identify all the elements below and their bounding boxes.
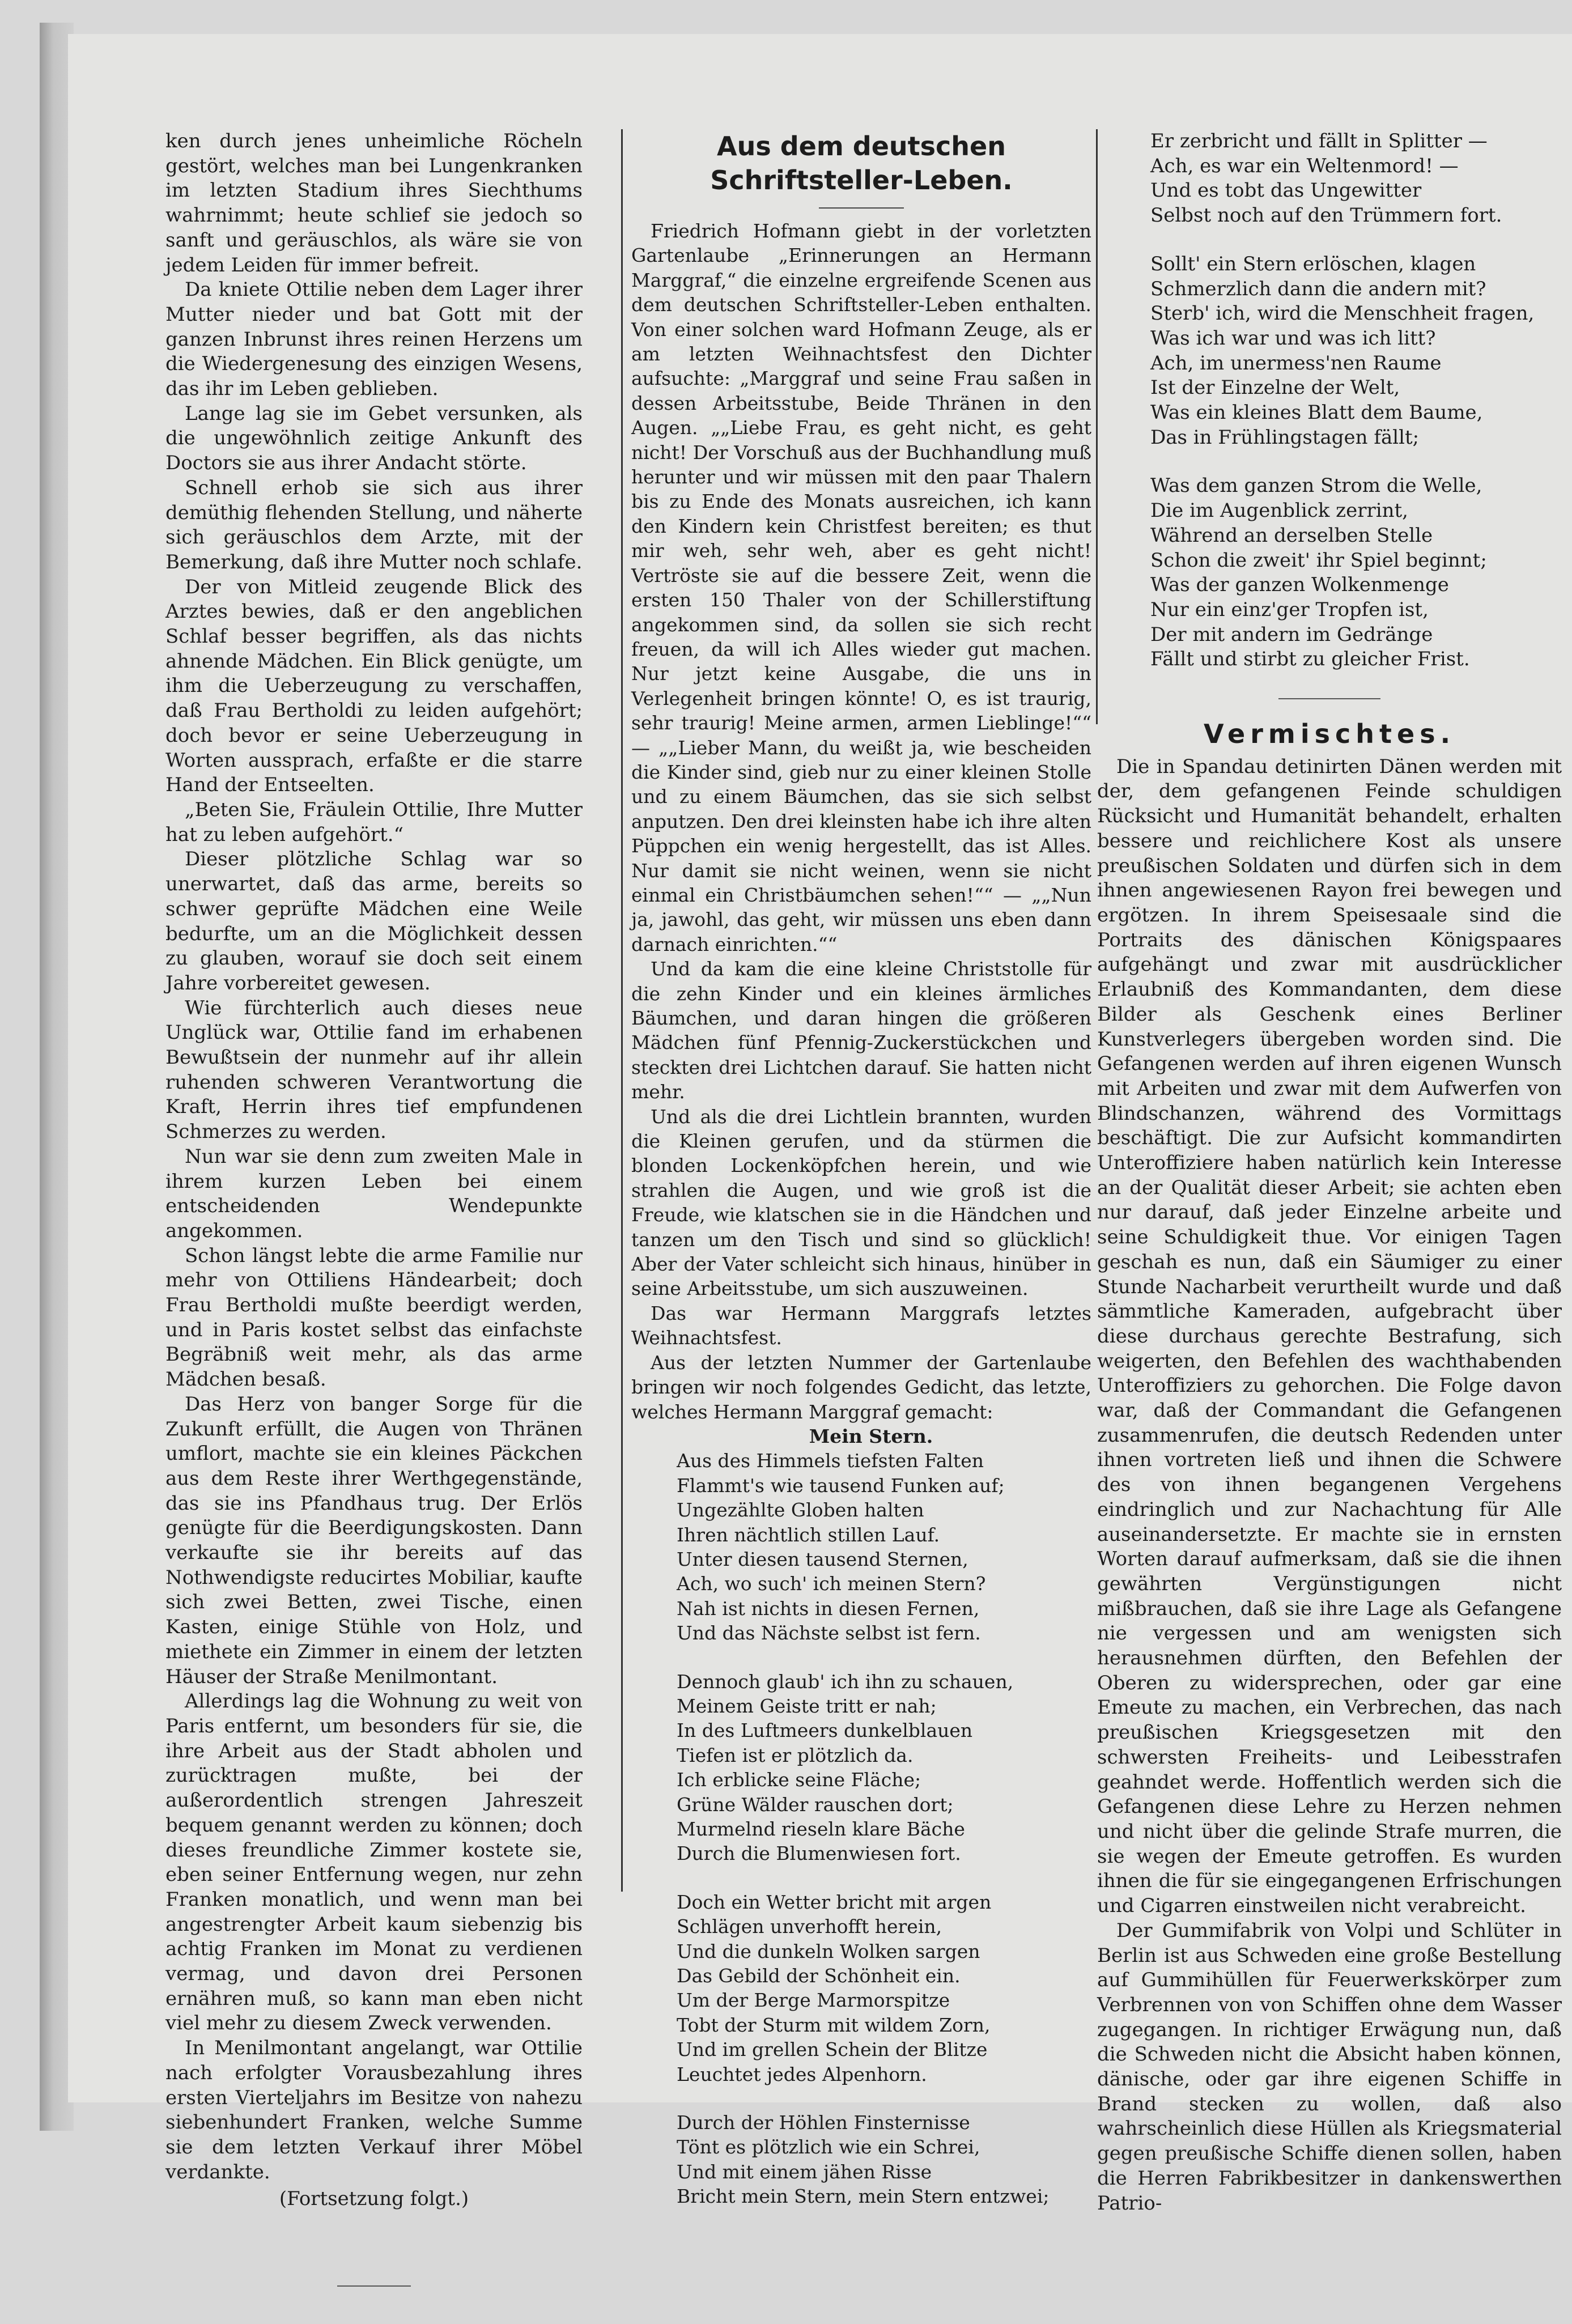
paragraph: Und als die drei Lichtlein brannten, wurden die Kleinen gerufen, und da stürmen die blonden Lockenköpfchen herein, und wie strahlen die Augen, und wie groß ist die Freude, wie klatschen sie in die Händchen und tanzen um den Tisch und sind so glücklich! Aber der Vater schleicht sich hinaus, hinüber in seine Arbeitsstube, um sich auszuweinen. [631,1105,1091,1300]
poem-line: Die im Augenblick zerrint, [1150,499,1408,522]
poem-line: Ach, es war ein Weltenmord! — [1150,154,1459,177]
poem-line: Leuchtet jedes Alpenhorn. [677,2063,927,2085]
poem-line: Ungezählte Globen halten [677,1499,924,1522]
right-column [1097,129,1562,2216]
poem-continued [1150,129,1562,672]
poem-line: Unter diesen tausend Sternen, [677,1548,968,1570]
poem-stanza [677,1890,1091,2087]
poem-line: Durch der Höhlen Finsternisse [677,2111,970,2134]
middle-column [631,131,1091,2233]
poem-line: Schon die zweit' ihr Spiel beginnt; [1150,549,1487,572]
paragraph: Nun war sie denn zum zweiten Male in ihrem kurzen Leben bei einem entscheidenden Wendepunkte angekommen. [165,1145,583,1242]
paragraph: Schon längst lebte die arme Familie nur mehr von Ottiliens Händearbeit; doch Frau Bertholdi mußte beerdigt werden, und in Paris kostet selbst das einfachste Begräbniß weit mehr, als das arme Mädchen besaß. [165,1244,583,1391]
poem-line: Und im grellen Schein der Blitze [677,2038,988,2061]
poem-line: Das in Frühlingstagen fällt; [1150,426,1420,449]
poem-title: Mein Stern. [809,1425,933,1447]
poem-stanza [677,2110,1091,2209]
poem-line: Bricht mein Stern, mein Stern entzwei; [677,2185,1050,2208]
left-column [165,129,583,2287]
paragraph: Und da kam die eine kleine Christstolle für die zehn Kinder und ein kleines ärmliches Bäumchen, und daran hingen die größeren Mädchen fünf Pfennig-Zuckerstückchen und steckten drei Lichtchen darauf. Sie hatten nicht mehr. [631,958,1091,1103]
poem-line: Was ein kleines Blatt dem Baume, [1150,401,1483,424]
paragraph: Die in Spandau detinirten Dänen werden mit der, dem gefangenen Feinde schuldigen Rücksicht und Humanität behandelt, erhalten bessere und reichlichere Kost als unsere preußischen Soldaten und dürfen sich in dem ihnen angewiesenen Rayon frei bewegen und ergötzen. In ihrem Speisesaale sind die Portraits des dänischen Königspaares aufgehängt und zwar mit ausdrücklicher Erlaubniß des Kommandanten, dem diese Bilder als Geschenk eines Berliner Kunstverlegers übergeben worden sind. Die Gefangenen werden auf ihren eigenen Wunsch mit Arbeiten und zwar mit dem Aufwerfen von Blindschanzen, während des Vormittags beschäftigt. Die zur Aufsicht kommandirten Unteroffiziere haben natürlich kein Interesse an der Qualität dieser Arbeit; sie achten eben nur darauf, daß jeder Einzelne arbeite und seine Schuldigkeit thue. Vor einigen Tagen geschah es nun, daß ein Säumiger zu einer Stunde Nacharbeit verurtheilt wurde und daß sämmtliche Kameraden, aufgebracht über diese durchaus gerechte Bestrafung, sich weigerten, den Befehlen des wachthabenden Unteroffiziers zu gehorchen. Die Folge davon war, daß der Commandant die Gefangenen zusammenrufen, die deutsch Redenden unter ihnen vortreten ließ und ihnen die Schwere des von ihnen begangenen Vergehens eindringlich und zur Nachachtung für Alle auseinandersetzte. Er machte sie in ernsten Worten darauf aufmerksam, daß sie die ihnen gewährten Vergünstigungen nicht mißbrauchen, daß sie ihre Lage als Gefangene nie vergessen und am wenigsten sich herausnehmen dürften, den Befehlen der Oberen zu widersprechen, oder gar eine Emeute zu machen, ein Verbrechen, das nach preußischen Kriegsgesetzen mit den schwersten Freiheits- und Leibesstrafen geahndet werde. Hoffentlich werden sich die Gefangenen diese Lehre zu Herzen nehmen und nicht über die gelinde Strafe murren, die sie wegen der Emeute getroffen. Es wurden ihnen die für sie eingegangenen Erfrischungen und Cigarren einstweilen nicht verabreicht. [1097,755,1562,1918]
poem-line: Ach, im unermess'nen Raume [1150,351,1442,375]
poem-line: Er zerbricht und fällt in Splitter — [1150,130,1488,152]
poem-line: Grüne Wälder rauschen dort; [677,1793,954,1816]
continuation-note: (Fortsetzung folgt.) [279,2187,469,2211]
poem-line: Während an derselben Stelle [1150,524,1433,547]
heading-rule [819,207,904,209]
poem-line: Und das Nächste selbst ist fern. [677,1622,981,1645]
poem-line: Der mit andern im Gedränge [1150,623,1433,646]
poem-line: Meinem Geiste tritt er nah; [677,1694,937,1717]
poem-line: Und es tobt das Ungewitter [1150,179,1422,202]
poem-line: In des Luftmeers dunkelblauen [677,1719,973,1742]
poem-line: Fällt und stirbt zu gleicher Frist. [1150,648,1470,671]
poem-line: Schmerzlich dann die andern mit? [1150,277,1486,300]
poem-line: Und mit einem jähen Risse [677,2160,932,2183]
paragraph: Der Gummifabrik von Volpi und Schlüter in Berlin ist aus Schweden eine große Bestellung auf Gummihüllen für Feuerwerkskörper zum Verbrennen von von Schiffen ohne dem Wasser zugegangen. In richtiger Erwägung nun, daß die Schweden nicht die Absicht haben können, dänische, oder gar ihre eigenen Schiffe in Brand stecken zu wollen, daß also wahrscheinlich diese Hüllen als Kriegsmaterial gegen preußische Schiffe dienen sollen, haben die Herren Fabrikbesitzer in dankenswerthen Patrio- [1097,1919,1562,2215]
poem-line: Ich erblicke seine Fläche; [677,1769,921,1791]
poem-stanza [1150,129,1562,228]
poem-line: Aus des Himmels tiefsten Falten [677,1450,984,1472]
poem-line: Sollt' ein Stern erlöschen, klagen [1150,252,1476,275]
column-rule-left [621,129,623,1892]
poem-line: Um der Berge Marmorspitze [677,1989,950,2012]
paragraph: Da kniete Ottilie neben dem Lager ihrer Mutter nieder und bat Gott mit der ganzen Inbrunst ihres reinen Herzens um die Wiedergenesung des einzigen Wesens, das ihr im Leben geblieben. [165,278,583,401]
poem-line: Und die dunkeln Wolken sargen [677,1940,980,1962]
poem-line: Nah ist nichts in diesen Fernen, [677,1597,980,1620]
poem [677,1448,1091,2208]
poem-line: Das Gebild der Schönheit ein. [677,1965,961,1987]
paragraph: Aus der letzten Nummer der Gartenlaube bringen wir noch folgendes Gedicht, das letzte, welches Hermann Marggraf gemacht: [631,1351,1091,1423]
poem-stanza [1150,252,1562,451]
poem-line: Tobt der Sturm mit wildem Zorn, [677,2013,991,2036]
paragraph: Allerdings lag die Wohnung zu weit von Paris entfernt, um besonders für sie, die ihre Arbeit aus der Stadt abholen und zurücktragen mußte, bei der außerordentlich strengen Jahreszeit bequem genannt werden zu können; doch dieses freundliche Zimmer kostete sie, eben seiner Entfernung wegen, nur zehn Franken monatlich, und wenn man bei angestrengter Arbeit kaum siebenzig bis achtig Franken im Monat zu verdienen vermag, und davon drei Personen ernähren muß, so kann man eben nicht viel mehr zu diesem Zweck verwenden. [165,1690,583,2035]
poem-line: Was dem ganzen Strom die Welle, [1150,474,1482,498]
paragraph: Das war Hermann Marggrafs letztes Weihnachtsfest. [631,1302,1091,1349]
paragraph: „Beten Sie, Fräulein Ottilie, Ihre Mutter hat zu leben aufgehört.“ [165,798,583,846]
poem-line: Selbst noch auf den Trümmern fort. [1150,204,1502,227]
paragraph: Dieser plötzliche Schlag war so unerwartet, daß das arme, bereits so schwer geprüfte Mädchen eine Weile bedurfte, um an die Möglichkeit dessen zu glauben, worauf sie doch seit einem Jahre vorbereitet gewesen. [165,848,583,995]
poem-line: Murmelnd rieseln klare Bäche [677,1818,965,1840]
poem-line: Schlägen unverhofft herein, [677,1915,942,1938]
paragraph: Der von Mitleid zeugende Blick des Arztes bewies, daß er den angeblichen Schlaf besser begriffen, als das nichts ahnende Mädchen. Ein Blick genügte, um ihm die Ueberzeugung zu verschaffen, daß Frau Bertholdi zu leiden aufgehört; doch bevor er seine Ueberzeugung in Worten aussprach, erfaßte er die starre Hand der Entseelten. [165,575,583,797]
poem-line: Durch die Blumenwiesen fort. [677,1842,961,1865]
paragraph: In Menilmontant angelangt, war Ottilie nach erfolgter Vorausbezahlung ihres ersten Vierteljahrs im Besitze von nahezu siebenhundert Franken, welche Summe sie dem letzten Verkauf ihrer Möbel verdankte. [165,2037,583,2183]
paragraph: Lange lag sie im Gebet versunken, als die ungewöhnlich zeitige Ankunft des Doctors sie aus ihrer Andacht störte. [165,402,583,475]
poem-line: Tönt es plötzlich wie ein Schrei, [677,2136,980,2159]
poem-line: Was ich war und was ich litt? [1150,326,1436,350]
poem-line: Ist der Einzelne der Welt, [1150,376,1400,400]
poem-line: Ihren nächtlich stillen Lauf. [677,1523,940,1546]
poem-stanza [677,1669,1091,1866]
poem-line: Ach, wo such' ich meinen Stern? [677,1573,986,1595]
paragraph: Schnell erhob sie sich aus ihrer demüthig flehenden Stellung, und näherte sich geräuschlos dem Arzte, mit der Bemerkung, daß ihre Mutter noch schlafe. [165,476,583,573]
poem-line: Flammt's wie tausend Funken auf; [677,1474,1005,1497]
section-heading: Aus dem deutschen Schriftsteller-Leben. [710,131,1013,196]
poem-line: Sterb' ich, wird die Menschheit fragen, [1150,302,1535,325]
section-separator [1278,698,1380,699]
poem-line: Doch ein Wetter bricht mit argen [677,1890,992,1913]
poem-stanza [677,1448,1091,1645]
poem-stanza [1150,474,1562,672]
paragraph: ken durch jenes unheimliche Röcheln gestört, welches man bei Lungenkranken im letzten Stadium ihres Siechthums wahrnimmt; heute schlief sie jedoch so sanft und geräuschlos, als wäre sie von jedem Leiden für immer befreit. [165,130,583,277]
paragraph: Das Herz von banger Sorge für die Zukunft erfüllt, die Augen von Thränen umflort, machte sie ein kleines Päckchen aus dem Reste ihrer Werthgegenstände, das sie ins Pfandhaus trug. Der Erlös genügte für die Beerdigungskosten. Dann verkaufte sie ihr bereits auf das Nothwendigste reducirtes Mobiliar, kaufte sich zwei Betten, zwei Tische, einen Kasten, einige Stühle von Holz, und miethete ein Zimmer in einem der letzten Häuser der Straße Menilmontant. [165,1392,583,1688]
poem-line: Tiefen ist er plötzlich da. [677,1744,914,1766]
poem-line: Dennoch glaub' ich ihn zu schauen, [677,1670,1014,1693]
poem-line: Nur ein einz'ger Tropfen ist, [1150,598,1429,621]
end-rule [337,2285,411,2287]
section-heading: Vermischtes. [1203,719,1456,750]
poem-line: Was der ganzen Wolkenmenge [1150,573,1449,597]
paragraph: Wie fürchterlich auch dieses neue Unglück war, Ottilie fand im erhabenen Bewußtsein der nunmehr auf ihr allein ruhenden schweren Verantwortung die Kraft, Herrin ihres tief empfundenen Schmerzes zu werden. [165,996,583,1144]
paragraph: Friedrich Hofmann giebt in der vorletzten Gartenlaube „Erinnerungen an Hermann Marggraf,“ die einzelne ergreifende Scenen aus dem deutschen Schriftsteller-Leben enthalten. Von einer solchen ward Hofmann Zeuge, als er am letzten Weihnachtsfest den Dichter aufsuchte: „Marggraf und seine Frau saßen in dessen Arbeitsstube, Beide Thränen in den Augen. „„Liebe Frau, es geht nicht, es geht nicht! Der Vorschuß aus der Buchhandlung muß herunter und wir müssen mit den paar Thalern bis zu Ende des Monats ausreichen, ich kann den Kindern kein Christfest bereiten; es thut mir weh, sehr weh, aber es geht nicht! Vertröste sie auf die bessere Zeit, wenn die ersten 150 Thaler von der Schillerstiftung angekommen sind, da sollen sie sich recht freuen, da will ich Alles wieder gut machen. Nur jetzt keine Ausgabe, die uns in Verlegenheit bringen könnte! O, es ist traurig, sehr traurig! Meine armen, armen Lieblinge!““ — „„Lieber Mann, du weißt ja, wie bescheiden die Kinder sind, gieb nur zu einer kleinen Stolle und zu einem Bäumchen, das sie sich selbst anputzen. Den drei kleinsten habe ich ihre alten Püppchen ein wenig hergestellt, das ist Alles. Nur damit sie nicht weinen, wenn sie nicht einmal ein Christbäumchen sehen!““ — „„Nun ja, jawohl, das geht, wir müssen uns eben dann darnach einrichten.““ [631,220,1091,955]
